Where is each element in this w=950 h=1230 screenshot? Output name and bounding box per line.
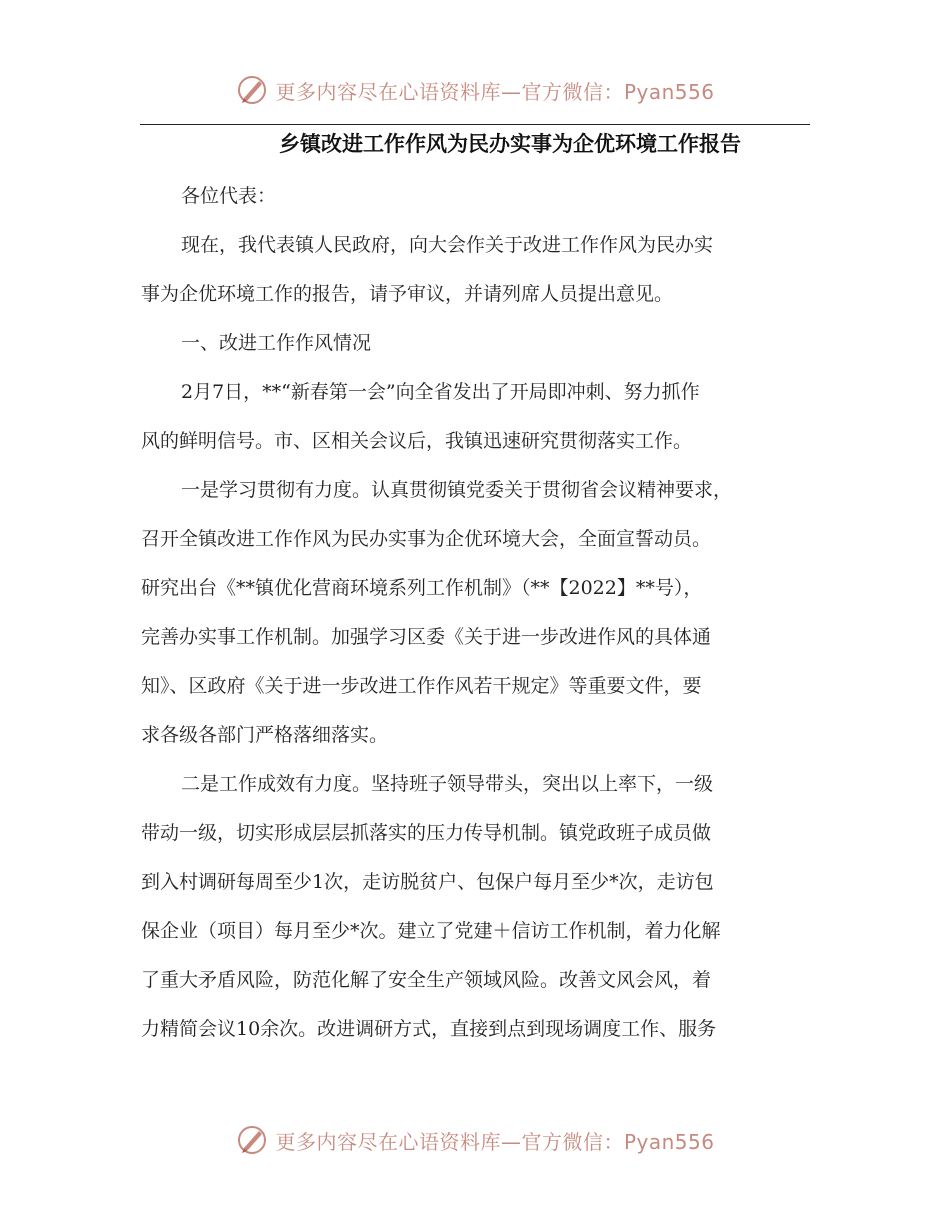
body-line: 现在，我代表镇人民政府，向大会作关于改进工作作风为民办实 <box>181 234 714 256</box>
body-line: 事为企优环境工作的报告，请予审议，并请列席人员提出意见。 <box>141 283 674 305</box>
body-line: 一、改进工作作风情况 <box>181 332 372 354</box>
header-watermark <box>0 68 950 112</box>
body-line: 保企业（项目）每月至少*次。建立了党建＋信访工作机制，着力化解 <box>141 920 721 942</box>
body-line: 力精简会议10余次。改进调研方式，直接到点到现场调度工作、服务 <box>141 1018 717 1040</box>
footer-watermark <box>0 1118 950 1162</box>
pen-logo-icon <box>235 73 269 107</box>
pen-logo-icon <box>235 1123 269 1157</box>
body-line: 2月7日，**“新春第一会”向全省发出了开局即冲刺、努力抓作 <box>181 381 700 403</box>
body-line: 带动一级，切实形成层层抓落实的压力传导机制。镇党政班子成员做 <box>141 822 712 844</box>
body-line: 了重大矛盾风险，防范化解了安全生产领域风险。改善文风会风，着 <box>141 969 712 991</box>
body-line: 知》、区政府《关于进一步改进工作作风若干规定》等重要文件，要 <box>141 675 702 697</box>
body-line: 求各级各部门严格落细落实。 <box>141 724 389 746</box>
body-line: 二是工作成效有力度。坚持班子领导带头，突出以上率下，一级 <box>181 773 714 795</box>
body-line: 各位代表： <box>181 185 277 207</box>
watermark-text: 更多内容尽在心语资料库—官方微信：Pyan556 <box>275 1129 715 1154</box>
document-body <box>141 176 811 1058</box>
document-title: 乡镇改进工作作风为民办实事为企优环境工作报告 <box>279 132 741 156</box>
body-line: 风的鲜明信号。市、区相关会议后，我镇迅速研究贯彻落实工作。 <box>141 430 693 452</box>
body-line: 召开全镇改进工作作风为民办实事为企优环境大会，全面宣誓动员。 <box>141 528 712 550</box>
watermark-text: 更多内容尽在心语资料库—官方微信：Pyan556 <box>275 79 715 104</box>
body-line: 研究出台《**镇优化营商环境系列工作机制》（**【2022】**号）， <box>141 577 703 599</box>
body-line: 完善办实事工作机制。加强学习区委《关于进一步改进作风的具体通 <box>141 626 712 648</box>
header-rule <box>140 124 810 125</box>
body-line: 一是学习贯彻有力度。认真贯彻镇党委关于贯彻省会议精神要求， <box>181 479 733 501</box>
body-line: 到入村调研每周至少1次，走访脱贫户、包保户每月至少*次，走访包 <box>141 871 714 893</box>
